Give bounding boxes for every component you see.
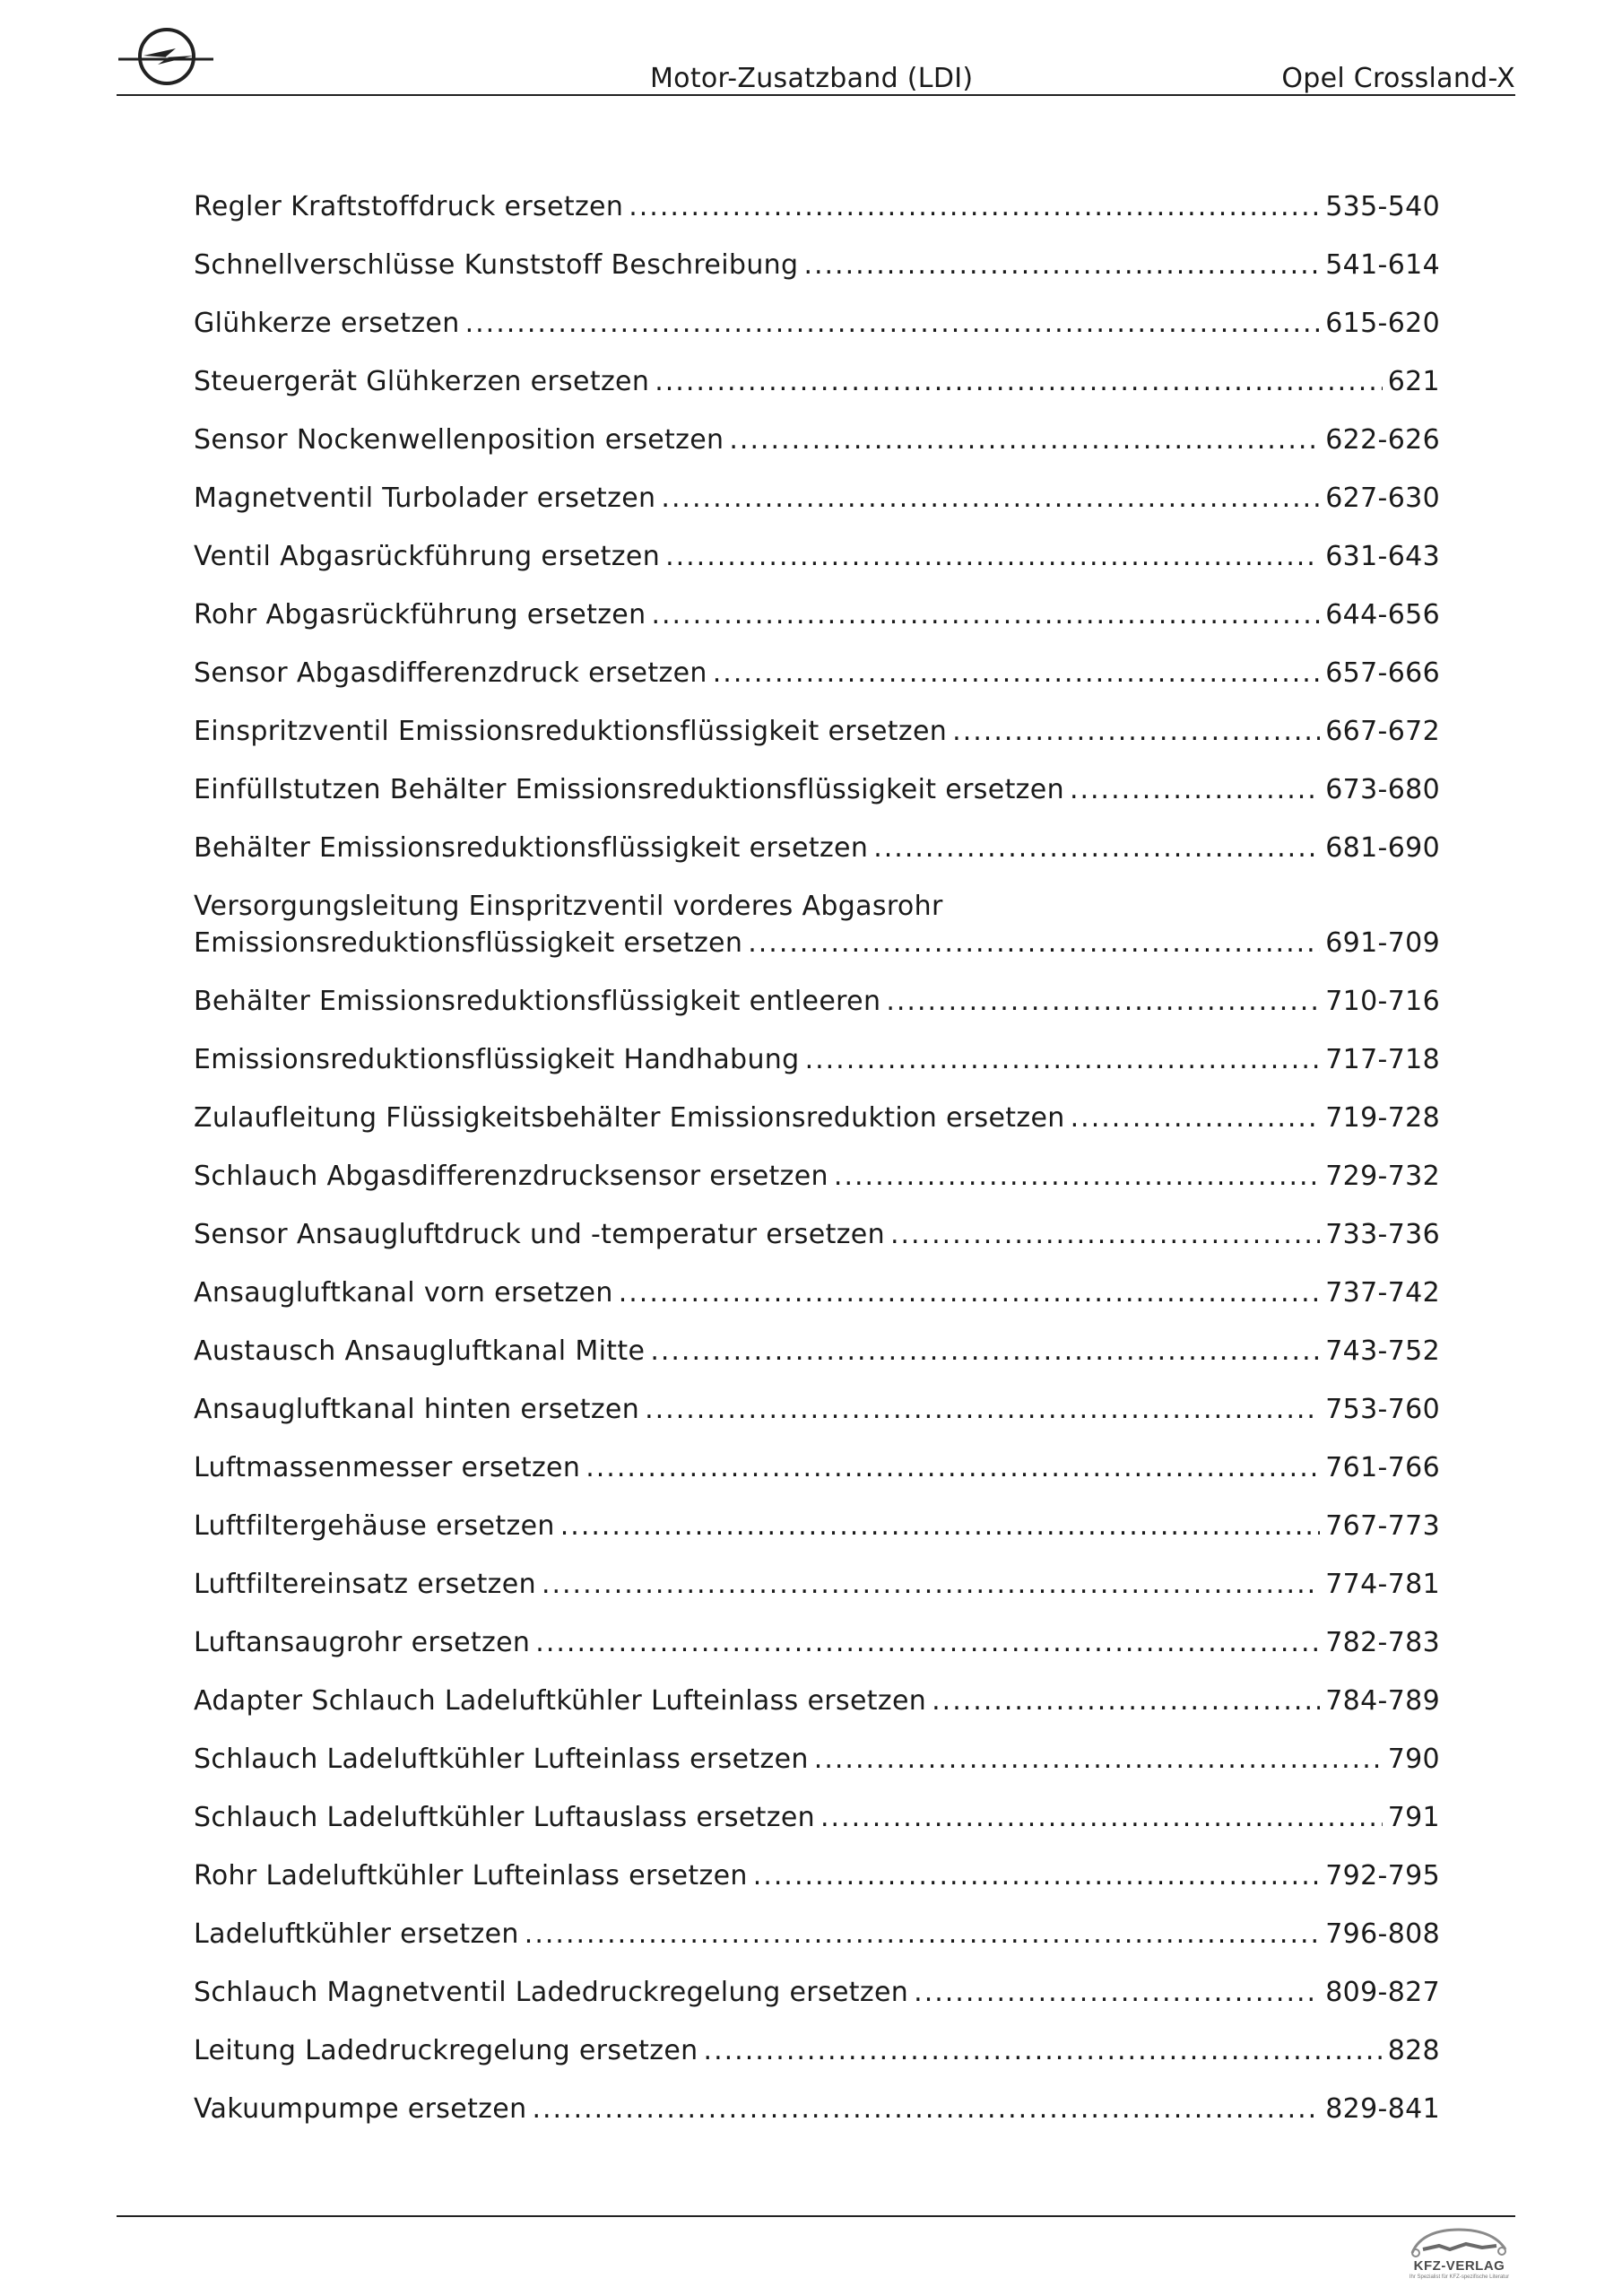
publisher-name: KFZ-VERLAG [1413,2258,1505,2274]
toc-entry-title: Schlauch Magnetventil Ladedruckregelung ersetzen [194,1977,909,2008]
toc-entry-title: Leitung Ladedruckregelung ersetzen [194,2035,698,2066]
toc-entry-page-range: 541-614 [1325,249,1440,281]
toc-entry-page-range: 615-620 [1325,308,1440,339]
toc-entry-title: Schlauch Abgasdifferenzdrucksensor ersetzen [194,1161,828,1192]
toc-entry[interactable] [194,1333,1440,1370]
dot-leader [535,1624,1320,1661]
toc-entry-title: Behälter Emissionsreduktionsflüssigkeit ersetzen [194,832,869,864]
toc-entry-title: Luftfiltergehäuse ersetzen [194,1510,555,1542]
toc-entry[interactable] [194,983,1440,1020]
dot-leader [585,1449,1320,1486]
toc-entry-title: Behälter Emissionsreduktionsflüssigkeit entleeren [194,986,881,1017]
toc-entry-page-range: 829-841 [1325,2093,1440,2125]
toc-entry-page-range: 631-643 [1325,541,1440,572]
dot-leader [629,188,1320,225]
dot-leader [645,1391,1320,1428]
toc-entry-title: Luftansaugrohr ersetzen [194,1627,531,1658]
kfz-verlag-car-wrench-icon [1403,2222,1515,2258]
footer-divider [117,2215,1515,2217]
dot-leader [650,1333,1320,1370]
toc-entry-page-range: 784-789 [1325,1685,1440,1717]
toc-entry-page-range: 733-736 [1325,1219,1440,1250]
toc-entry-page-range: 719-728 [1325,1102,1440,1134]
toc-entry-title: Glühkerze ersetzen [194,308,460,339]
page-header [117,25,1515,97]
toc-entry-page-range: 627-630 [1325,483,1440,514]
toc-entry[interactable] [194,1799,1440,1836]
dot-leader [753,1857,1320,1894]
toc-entry[interactable] [194,1916,1440,1952]
toc-entry-title: Rohr Abgasrückführung ersetzen [194,599,646,631]
dot-leader [814,1741,1383,1778]
toc-entry-page-range: 673-680 [1325,774,1440,805]
dot-leader [619,1274,1320,1311]
toc-entry-page-range: 681-690 [1325,832,1440,864]
toc-entry-page-range: 691-709 [1325,927,1440,959]
toc-entry[interactable] [194,888,1440,961]
toc-entry-page-range: 774-781 [1325,1569,1440,1600]
dot-leader [655,363,1382,400]
toc-entry[interactable] [194,1216,1440,1253]
header-divider [117,94,1515,96]
toc-entry-title: Luftmassenmesser ersetzen [194,1452,581,1483]
dot-leader [542,1566,1320,1603]
toc-entry-title: Magnetventil Turbolader ersetzen [194,483,656,514]
toc-entry-page-range: 790 [1387,1744,1440,1775]
dot-leader [713,655,1320,691]
toc-entry[interactable] [194,1449,1440,1486]
dot-leader [665,538,1320,575]
toc-entry[interactable] [194,538,1440,575]
vehicle-model: Opel Crossland-X [1281,63,1515,94]
toc-entry[interactable] [194,830,1440,866]
toc-entry[interactable] [194,480,1440,517]
toc-entry-title: Rohr Ladeluftkühler Lufteinlass ersetzen [194,1860,748,1892]
toc-entry[interactable] [194,2032,1440,2069]
toc-entry-page-range: 535-540 [1325,191,1440,222]
toc-entry-page-range: 743-752 [1325,1335,1440,1367]
document-title: Motor-Zusatzband (LDI) [650,63,974,94]
toc-entry-page-range: 729-732 [1325,1161,1440,1192]
toc-entry-page-range: 621 [1387,366,1440,397]
toc-entry[interactable] [194,713,1440,750]
toc-entry[interactable] [194,596,1440,633]
toc-entry-title: Adapter Schlauch Ladeluftkühler Lufteinlass ersetzen [194,1685,927,1717]
toc-entry[interactable] [194,1274,1440,1311]
dot-leader [661,480,1320,517]
toc-entry-title: Zulaufleitung Flüssigkeitsbehälter Emissionsreduktion ersetzen [194,1102,1065,1134]
dot-leader [465,305,1321,342]
dot-leader [932,1683,1320,1719]
toc-entry[interactable] [194,188,1440,225]
toc-entry-page-range: 667-672 [1325,716,1440,747]
table-of-contents [194,188,1440,2149]
toc-entry-title: Luftfiltereinsatz ersetzen [194,1569,536,1600]
toc-entry-title: Emissionsreduktionsflüssigkeit ersetzen [194,927,743,959]
toc-entry[interactable] [194,1100,1440,1136]
dot-leader [820,1799,1383,1836]
dot-leader [560,1508,1320,1544]
toc-entry-title: Sensor Ansaugluftdruck und -temperatur ersetzen [194,1219,885,1250]
toc-entry-page-range: 782-783 [1325,1627,1440,1658]
toc-entry-title: Emissionsreduktionsflüssigkeit Handhabung [194,1044,800,1075]
dot-leader [525,1916,1320,1952]
toc-entry-title: Einfüllstutzen Behälter Emissionsreduktionsflüssigkeit ersetzen [194,774,1064,805]
toc-entry[interactable] [194,1391,1440,1428]
toc-entry-page-range: 809-827 [1325,1977,1440,2008]
kfz-verlag-logo [1403,2222,1515,2287]
toc-entry-title: Schnellverschlüsse Kunststoff Beschreibung [194,249,799,281]
dot-leader [914,1974,1320,2011]
toc-entry-page-range: 710-716 [1325,986,1440,1017]
opel-blitz-logo-icon [117,25,215,88]
dot-leader [1070,771,1320,808]
toc-entry-title: Einspritzventil Emissionsreduktionsflüssigkeit ersetzen [194,716,948,747]
toc-entry-title: Regler Kraftstoffdruck ersetzen [194,191,624,222]
toc-entry-page-range: 622-626 [1325,424,1440,456]
toc-entry[interactable] [194,1974,1440,2011]
toc-entry-page-range: 644-656 [1325,599,1440,631]
toc-entry[interactable] [194,1158,1440,1195]
toc-entry-title: Schlauch Ladeluftkühler Lufteinlass ersetzen [194,1744,809,1775]
dot-leader [1071,1100,1321,1136]
dot-leader [873,830,1320,866]
dot-leader [952,713,1320,750]
dot-leader [805,1041,1321,1078]
toc-entry-title: Ansaugluftkanal hinten ersetzen [194,1394,640,1425]
toc-entry-page-range: 791 [1387,1802,1440,1833]
toc-entry-title: Ventil Abgasrückführung ersetzen [194,541,661,572]
toc-entry-title: Sensor Abgasdifferenzdruck ersetzen [194,657,707,689]
toc-entry-title: Ansaugluftkanal vorn ersetzen [194,1277,613,1309]
toc-entry[interactable] [194,1857,1440,1894]
toc-entry-page-range: 657-666 [1325,657,1440,689]
toc-entry-page-range: 792-795 [1325,1860,1440,1892]
toc-entry[interactable] [194,1508,1440,1544]
publisher-tagline: Ihr Spezialist für KFZ-spezifische Literatur [1409,2274,1510,2280]
toc-entry[interactable] [194,1566,1440,1603]
toc-entry-page-range: 717-718 [1325,1044,1440,1075]
toc-entry-title: Ladeluftkühler ersetzen [194,1918,519,1950]
toc-entry[interactable] [194,1741,1440,1778]
dot-leader [834,1158,1320,1195]
dot-leader [729,422,1320,458]
dot-leader [886,983,1320,1020]
toc-entry-title: Vakuumpumpe ersetzen [194,2093,527,2125]
toc-entry[interactable] [194,247,1440,283]
toc-entry-page-range: 767-773 [1325,1510,1440,1542]
toc-entry[interactable] [194,422,1440,458]
toc-entry[interactable] [194,1624,1440,1661]
toc-entry[interactable] [194,1683,1440,1719]
toc-entry[interactable] [194,655,1440,691]
toc-entry[interactable] [194,2091,1440,2127]
dot-leader [532,2091,1320,2127]
toc-entry-page-range: 761-766 [1325,1452,1440,1483]
dot-leader [748,925,1320,961]
dot-leader [704,2032,1383,2069]
toc-entry-title: Sensor Nockenwellenposition ersetzen [194,424,724,456]
toc-entry[interactable] [194,305,1440,342]
dot-leader [651,596,1320,633]
toc-entry-page-range: 753-760 [1325,1394,1440,1425]
toc-entry[interactable] [194,771,1440,808]
toc-entry-page-range: 796-808 [1325,1918,1440,1950]
toc-entry-title: Schlauch Ladeluftkühler Luftauslass ersetzen [194,1802,816,1833]
toc-entry-page-range: 737-742 [1325,1277,1440,1309]
toc-entry[interactable] [194,363,1440,400]
dot-leader [890,1216,1320,1253]
toc-entry-title-line: Versorgungsleitung Einspritzventil vorderes Abgasrohr [194,891,943,922]
toc-entry-page-range: 828 [1387,2035,1440,2066]
dot-leader [803,247,1320,283]
toc-entry-title: Austausch Ansaugluftkanal Mitte [194,1335,646,1367]
toc-entry[interactable] [194,1041,1440,1078]
toc-entry-title: Steuergerät Glühkerzen ersetzen [194,366,650,397]
